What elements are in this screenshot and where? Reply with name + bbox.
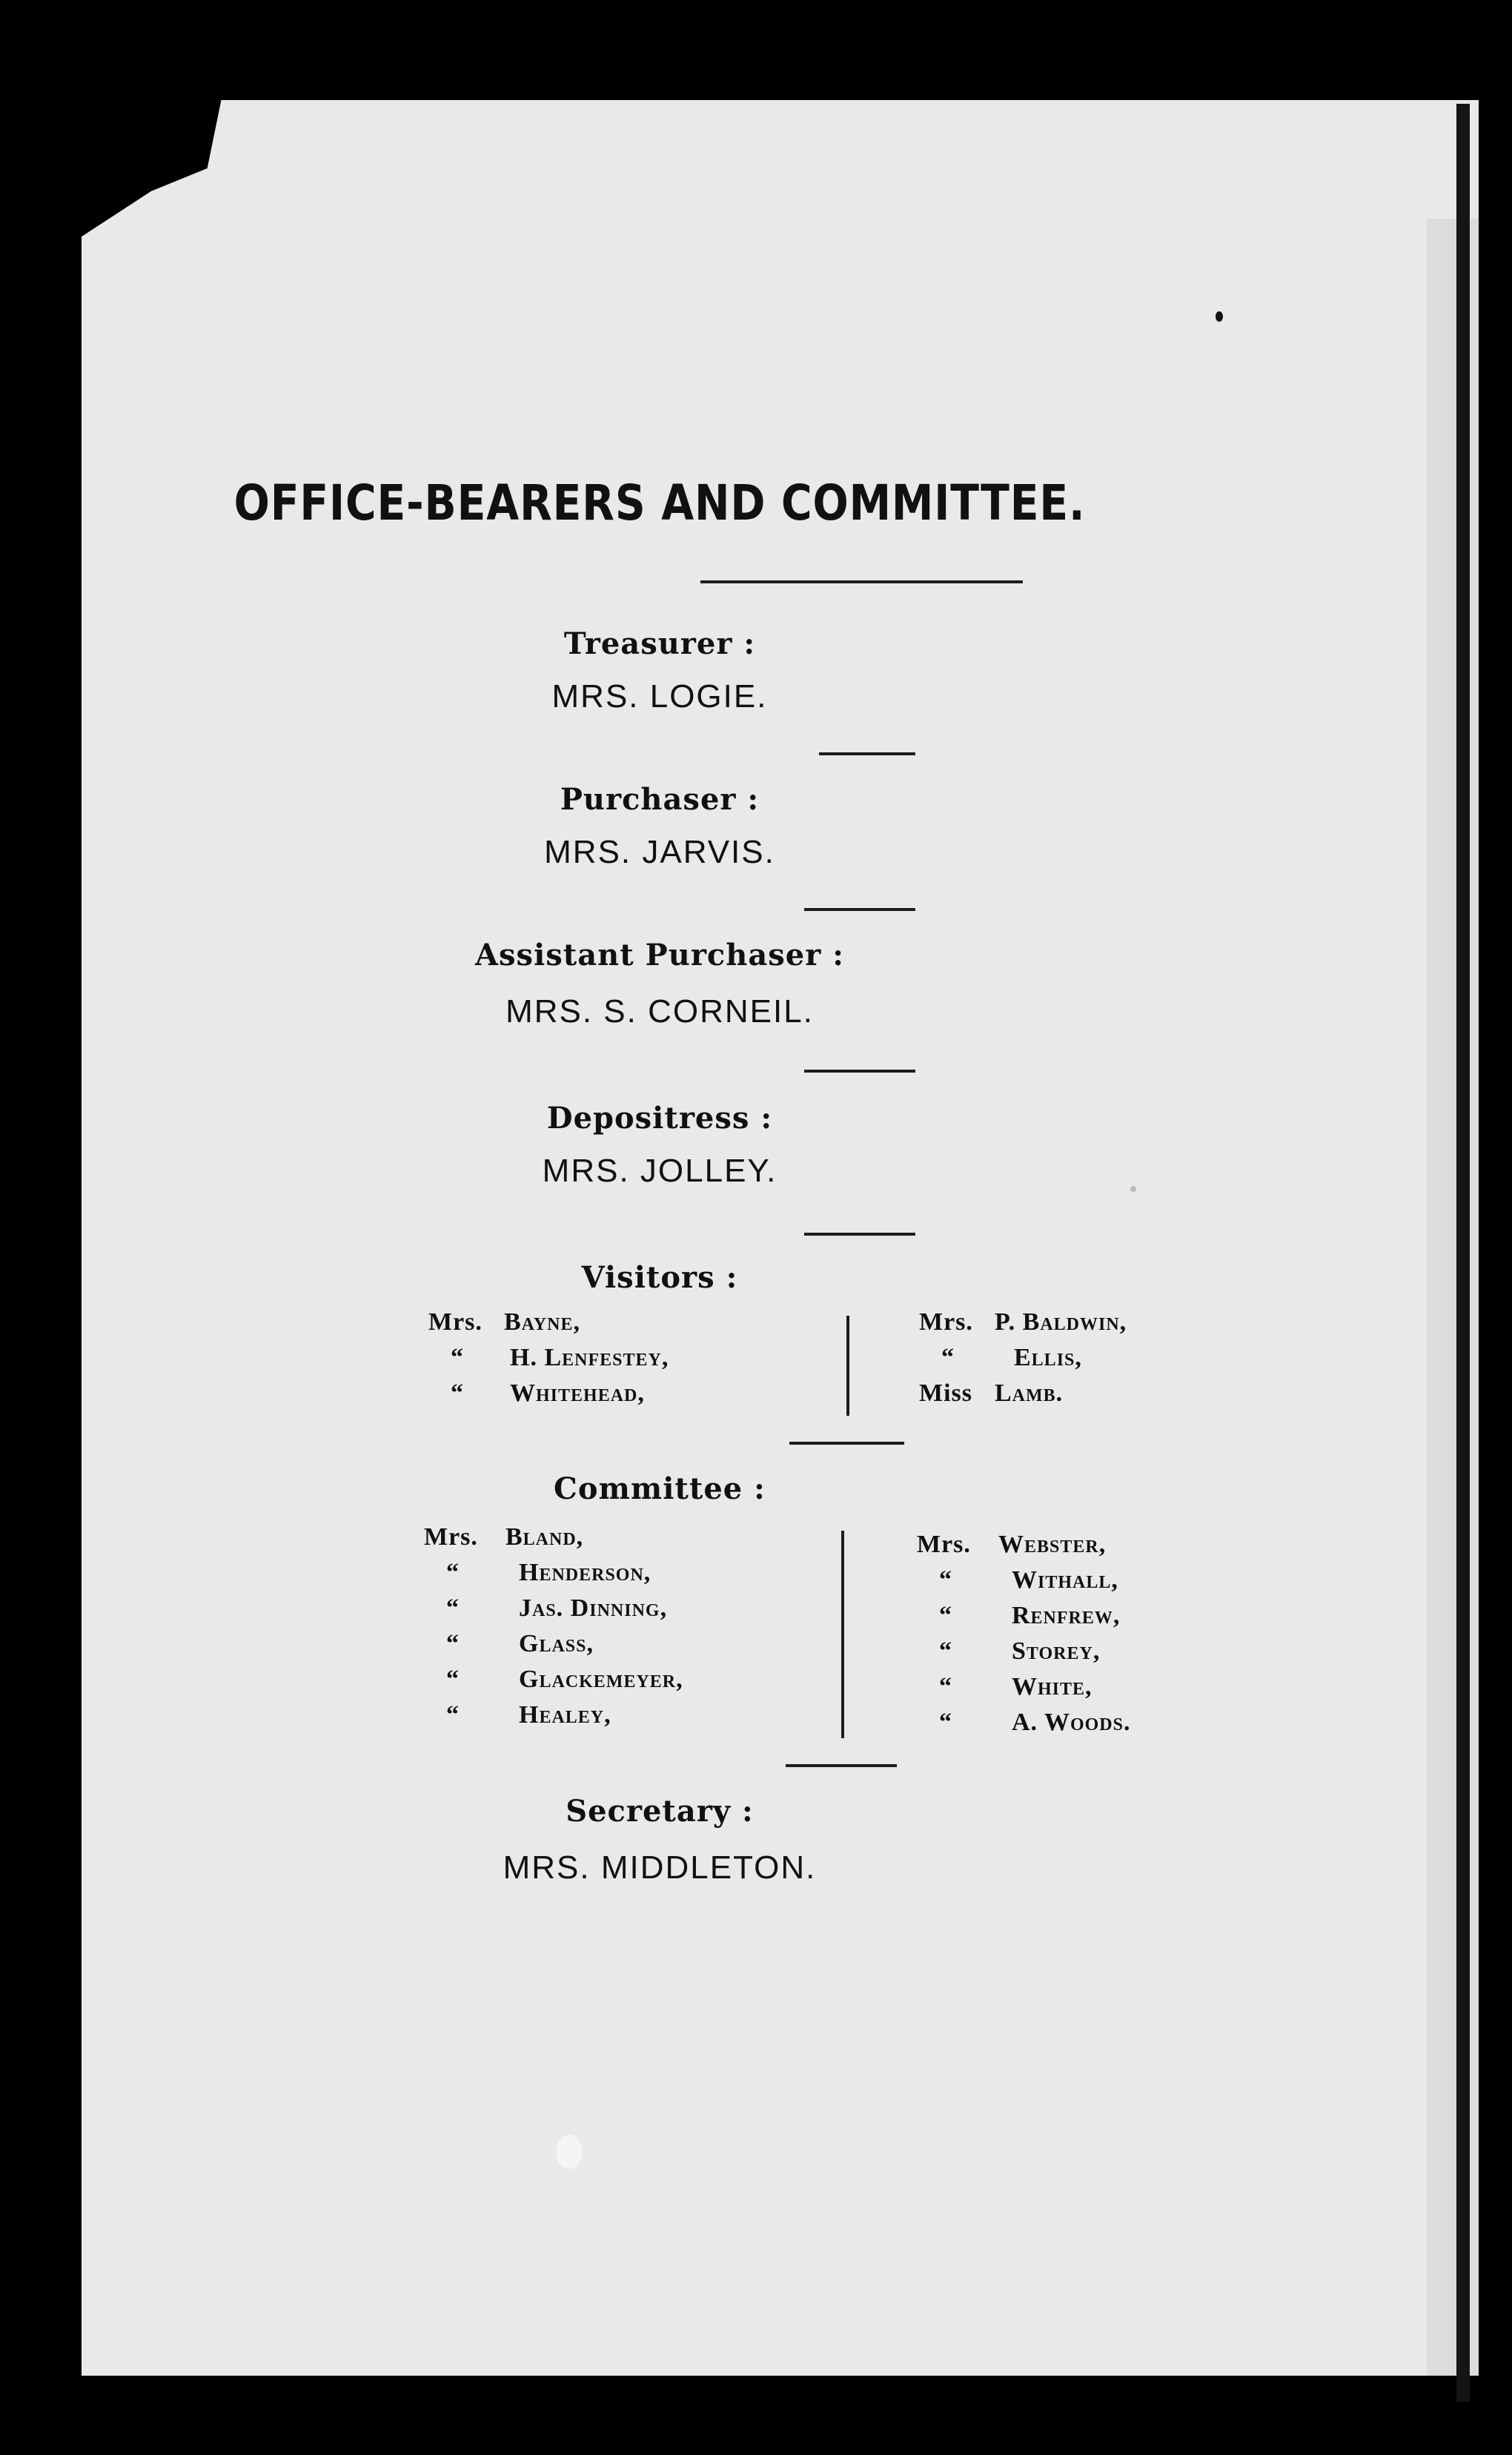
committee-left-column — [424, 1520, 683, 1733]
list-item: “ Healey, — [446, 1701, 611, 1729]
list-item: Mrs. Webster, — [917, 1531, 1107, 1558]
list-item: Mrs. Bland, — [424, 1523, 584, 1551]
list-item: “ White, — [939, 1673, 1092, 1700]
visitors-left-column — [428, 1305, 669, 1411]
section-rule — [786, 1764, 897, 1767]
treasurer-name: MRS. LOGIE. — [551, 678, 768, 715]
depositress-name: MRS. JOLLEY. — [542, 1153, 777, 1189]
list-item: “ Renfrew, — [939, 1602, 1121, 1629]
committee-divider — [841, 1531, 844, 1738]
purchaser-title: Purchaser : — [560, 782, 760, 817]
list-item: “ Storey, — [939, 1637, 1101, 1665]
assistant-purchaser-title: Assistant Purchaser : — [475, 938, 844, 973]
page-title: OFFICE-BEARERS AND COMMITTEE. — [233, 474, 1086, 531]
list-item: “ Glackemeyer, — [446, 1666, 683, 1693]
purchaser-name: MRS. JARVIS. — [544, 834, 775, 870]
list-item: “ Jas. Dinning, — [446, 1594, 668, 1622]
treasurer-title: Treasurer : — [563, 626, 756, 661]
section-rule — [789, 1442, 904, 1445]
section-rule — [819, 752, 915, 755]
secretary-name: MRS. MIDDLETON. — [503, 1849, 817, 1886]
paper-speck — [556, 2135, 583, 2169]
depositress-title: Depositress : — [546, 1101, 773, 1136]
list-item: “ A. Woods. — [939, 1709, 1131, 1736]
list-item: “ Whitehead, — [451, 1379, 645, 1407]
section-rule — [804, 908, 915, 911]
list-item: “ Glass, — [446, 1630, 594, 1657]
list-item: “ Withall, — [939, 1566, 1118, 1594]
ink-dot — [1216, 311, 1223, 322]
visitors-divider — [846, 1316, 849, 1416]
list-item: Mrs. P. Baldwin, — [919, 1308, 1127, 1336]
list-item: Miss Lamb. — [919, 1379, 1064, 1407]
secretary-title: Secretary : — [566, 1794, 754, 1829]
list-item: Mrs. Bayne, — [428, 1308, 580, 1336]
list-item: “ H. Lenfestey, — [451, 1344, 669, 1371]
title-rule — [700, 580, 1023, 583]
section-rule — [804, 1233, 915, 1236]
committee-right-column — [917, 1527, 1130, 1740]
list-item: “ Henderson, — [446, 1559, 651, 1586]
visitors-right-column — [919, 1305, 1127, 1411]
committee-title: Committee : — [554, 1471, 766, 1506]
section-rule — [804, 1070, 915, 1073]
visitors-title: Visitors : — [581, 1260, 738, 1295]
list-item: “ Ellis, — [941, 1344, 1082, 1371]
assistant-purchaser-name: MRS. S. CORNEIL. — [505, 993, 814, 1030]
